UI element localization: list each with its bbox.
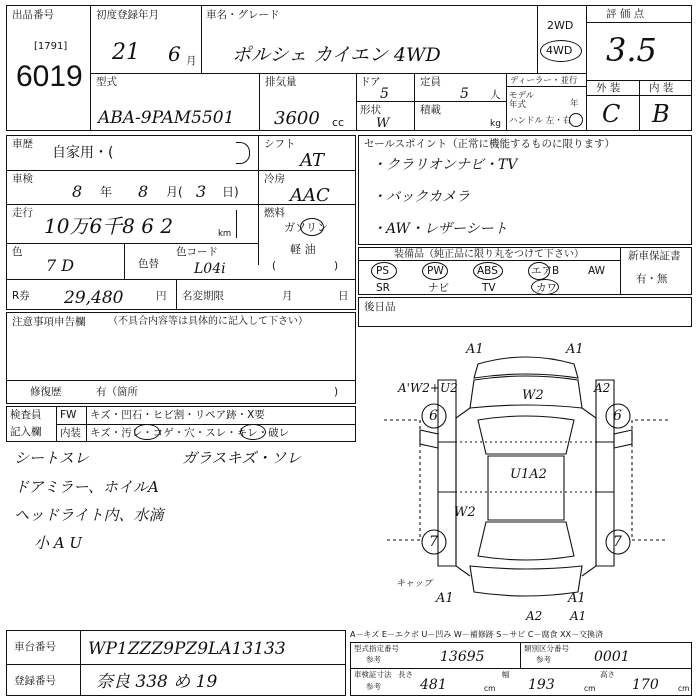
eq-aw: AW [588, 265, 605, 277]
score-value: 3.5 [606, 31, 657, 69]
note-line-4: 小 A U [34, 534, 83, 552]
wheel-number: 6 [613, 408, 622, 424]
divider [586, 5, 587, 131]
divider [586, 22, 692, 23]
eq-navi: ナビ [428, 282, 449, 294]
ac-label: 冷房 [264, 173, 285, 185]
right-mirror [614, 430, 632, 448]
eq-ps: PS [376, 265, 389, 277]
width-label: 幅 [502, 670, 510, 679]
divider [80, 630, 81, 696]
door-value: 5 [380, 86, 389, 102]
eq-abs: ABS [477, 265, 498, 277]
divider [356, 73, 357, 131]
year-char: 年 [100, 185, 113, 199]
door-label: ドア [360, 76, 381, 88]
use-label: 車歴 [12, 138, 33, 150]
repair-label: 修復歴 [30, 386, 62, 398]
equip-label: 装備品（純正品に限り丸をつけて下さい） [394, 249, 584, 260]
fuel-diesel: 軽 油 [290, 243, 316, 256]
divider [6, 170, 356, 171]
dimension-ref: 参考 [366, 682, 381, 691]
eq-airbag-circle [528, 262, 550, 280]
right-body [582, 408, 596, 576]
divider [236, 210, 237, 238]
month-char: 月( [166, 185, 183, 199]
color-change-label: 色替 [138, 258, 159, 270]
eq-abs-circle [473, 262, 503, 280]
eq-tv: TV [482, 282, 496, 294]
recycle-label: R券 [12, 290, 30, 302]
fuel-gasoline: ガソリン [284, 221, 328, 234]
divider [176, 279, 177, 310]
wheel-number: 6 [429, 408, 438, 424]
trunk [470, 566, 582, 596]
chassis-value: WP1ZZZ9PZ9LA13133 [88, 639, 286, 659]
divider [6, 279, 356, 280]
lot-sub: [1791] [34, 41, 68, 52]
year-unit: 年 [570, 99, 579, 109]
eq-ps-circle [371, 262, 397, 280]
first-reg-year: 21 [112, 40, 140, 65]
damage-mark: A1 [568, 591, 586, 606]
sales-point-3: ・AW・レザーシート [372, 221, 508, 237]
divider [506, 73, 507, 131]
interior-mark-circle-2 [240, 424, 266, 440]
score-label: 評 価 点 [606, 8, 645, 20]
left-mirror [420, 430, 438, 448]
entry-label: 記入欄 [10, 426, 42, 438]
divider [414, 73, 415, 131]
first-reg-label: 初度登録年月 [96, 9, 159, 21]
divider [258, 135, 259, 265]
interior-label: 内 装 [649, 82, 674, 94]
divider [6, 204, 356, 205]
fuel-label: 燃料 [264, 207, 285, 219]
damage-mark: W2 [454, 505, 476, 520]
length-label: 長さ [398, 670, 413, 679]
interior-grade: B [652, 100, 670, 128]
inspection-label: 車検 [12, 173, 33, 185]
eq-pw: PW [427, 265, 444, 277]
color-code-value: L04i [194, 261, 226, 277]
lot-label: 出品番号 [12, 9, 54, 21]
shape-value: W [376, 116, 390, 131]
note-line-3: ヘッドライト内、水滴 [14, 506, 164, 524]
divider [56, 424, 356, 425]
notes-hint: （不具合内容等は具体的に記入して下さい） [108, 316, 308, 327]
kg-unit: kg [490, 119, 501, 129]
notes-label: 注意事項申告欄 [12, 316, 86, 328]
divider [356, 101, 506, 102]
handle-label: ハンドル 左・右 [509, 116, 572, 126]
divider [201, 5, 202, 73]
damage-mark: U1A2 [510, 467, 547, 482]
mileage-value: 10万6千8 6 2 [44, 214, 174, 238]
lot-number: 6019 [16, 60, 83, 93]
drive-4wd: 4WD [546, 44, 573, 57]
windshield [478, 416, 574, 454]
displacement-label: 排気量 [265, 76, 297, 88]
name-label: 車名・グレード [206, 9, 280, 21]
divider [350, 668, 692, 669]
sales-point-2: ・バックカメラ [372, 189, 470, 205]
roof [488, 456, 564, 520]
divider [358, 260, 620, 261]
type-spec-ref: 参考 [366, 655, 381, 664]
type-spec-value: 13695 [440, 649, 485, 665]
first-reg-month: 6 [168, 42, 181, 66]
cm-unit: cm [484, 684, 496, 693]
left-body [456, 408, 470, 576]
eq-sr: SR [376, 282, 390, 294]
fuel-gasoline-circle [300, 218, 324, 236]
class-value: 0001 [594, 649, 630, 665]
drive-2wd: 2WD [547, 19, 574, 32]
wheel-number: 7 [613, 534, 622, 550]
class-ref: 参考 [536, 655, 551, 664]
yen-unit: 円 [156, 290, 167, 302]
rear-window [478, 522, 574, 560]
divider [639, 80, 640, 131]
height-label: 高さ [600, 670, 615, 679]
recycle-value: 29,480 [64, 288, 124, 308]
dimension-label: 車検証寸法 [354, 670, 392, 679]
right-side [596, 380, 614, 566]
shape-label: 形状 [360, 104, 381, 116]
loading-label: 積載 [420, 104, 441, 116]
sales-point-1: ・クラリオンナビ・TV [372, 157, 518, 173]
model-year-label: モデル年式 [509, 91, 535, 110]
eq-airbag: エアB [531, 265, 560, 277]
warranty-label: 新車保証書 [628, 250, 681, 262]
model-label: 型式 [96, 76, 117, 88]
type-spec-label: 型式指定番号 [354, 644, 399, 653]
day-char: 日) [222, 185, 239, 199]
damage-mark: A1 [436, 591, 454, 606]
left-side [438, 380, 456, 566]
exterior-label: 外 装 [596, 82, 621, 94]
fw-label: FW [60, 409, 77, 421]
divider [86, 406, 87, 442]
paren-right: ) [334, 260, 339, 272]
color-value: 7 D [46, 256, 75, 275]
model-value: ABA-9PAM5501 [98, 108, 235, 128]
km-unit: km [218, 229, 232, 239]
reg-value: 奈良 338 め 19 [96, 672, 218, 692]
divider [537, 5, 538, 73]
capacity-value: 5 [460, 86, 469, 102]
damage-mark: A2 [594, 381, 611, 395]
transfer-month: 月 [282, 290, 293, 302]
divider [6, 243, 258, 244]
warranty-value: 有・無 [636, 273, 668, 285]
height-value: 170 [632, 677, 659, 693]
damage-mark: A'W2+U2 [398, 381, 458, 395]
mileage-label: 走行 [12, 207, 33, 219]
displacement-value: 3600 [274, 108, 320, 129]
handle-right-circle [569, 113, 583, 127]
divider [90, 5, 91, 131]
divider [6, 380, 356, 381]
wheel-number: 7 [429, 534, 438, 550]
transfer-label: 名変期限 [182, 290, 224, 302]
color-label: 色 [12, 246, 23, 258]
eq-leather: カワ [536, 282, 557, 294]
repair-value: 有（箇所 [96, 386, 138, 398]
interior-mark-circle [134, 424, 160, 440]
cc-unit: cc [332, 116, 345, 129]
inspection-day: 3 [196, 182, 207, 201]
person-unit: 人 [490, 89, 501, 101]
class-label: 類別区分番号 [524, 644, 569, 653]
damage-mark: A1 [466, 342, 484, 357]
reg-label: 登録番号 [14, 675, 56, 687]
damage-mark: W2 [522, 388, 544, 403]
post-frame [358, 297, 692, 327]
exterior-grade: C [602, 100, 621, 128]
sales-label: セールスポイント（正常に機能するものに限ります） [364, 138, 616, 150]
front-bumper [474, 357, 578, 378]
divider [506, 86, 586, 87]
inspection-month: 8 [138, 182, 149, 201]
divider [90, 73, 586, 74]
car-name: ポルシェ カイエン 4WD [232, 44, 441, 66]
divider [6, 664, 346, 665]
paren-left: ( [272, 260, 277, 272]
color-code-label: 色コード [176, 246, 218, 258]
damage-mark: A1 [570, 609, 587, 623]
cm-unit: cm [584, 684, 596, 693]
inspection-year: 8 [72, 182, 83, 201]
ac-value: AAC [290, 185, 330, 206]
cm-unit: cm [678, 684, 690, 693]
note-line-1b: ガラスキズ・ソレ [182, 449, 302, 467]
month-unit: 月 [186, 55, 197, 67]
damage-mark: A1 [566, 342, 584, 357]
damage-legend: A－キズ E－エクボ U－凹み W－補修跡 S－サビ C－腐食 XX－交換済 [350, 630, 604, 639]
note-line-1: シートスレ [14, 449, 89, 467]
dealer-label: ディーラー・並行 [510, 76, 578, 86]
shift-label: シフト [264, 138, 296, 150]
divider [520, 642, 521, 668]
post-label: 後日品 [364, 301, 396, 313]
divider [124, 243, 125, 279]
note-line-2: ドアミラー、ホイルA [14, 478, 159, 496]
length-value: 481 [420, 677, 447, 693]
repair-close: ) [334, 386, 339, 398]
transfer-day: 日 [338, 290, 349, 302]
interior-row-label: 内装 [60, 427, 81, 439]
inspector-label: 検査員 [10, 409, 42, 421]
eq-leather-circle [531, 279, 559, 295]
eq-pw-circle [422, 262, 448, 280]
divider [620, 247, 621, 295]
interior-items: キズ・汚レ・コゲ・穴・スレ・キレ・破レ [90, 427, 290, 439]
use-value: 自家用・( [52, 145, 114, 161]
damage-mark: A2 [526, 609, 543, 623]
fw-items: キズ・凹石・ヒビ割・リペア跡・X要 [90, 409, 265, 421]
width-value: 193 [528, 677, 555, 693]
chassis-label: 車台番号 [14, 641, 56, 653]
divider [259, 73, 260, 131]
damage-mark: キャップ [396, 579, 433, 589]
shift-value: AT [300, 150, 325, 171]
capacity-label: 定員 [420, 76, 441, 88]
